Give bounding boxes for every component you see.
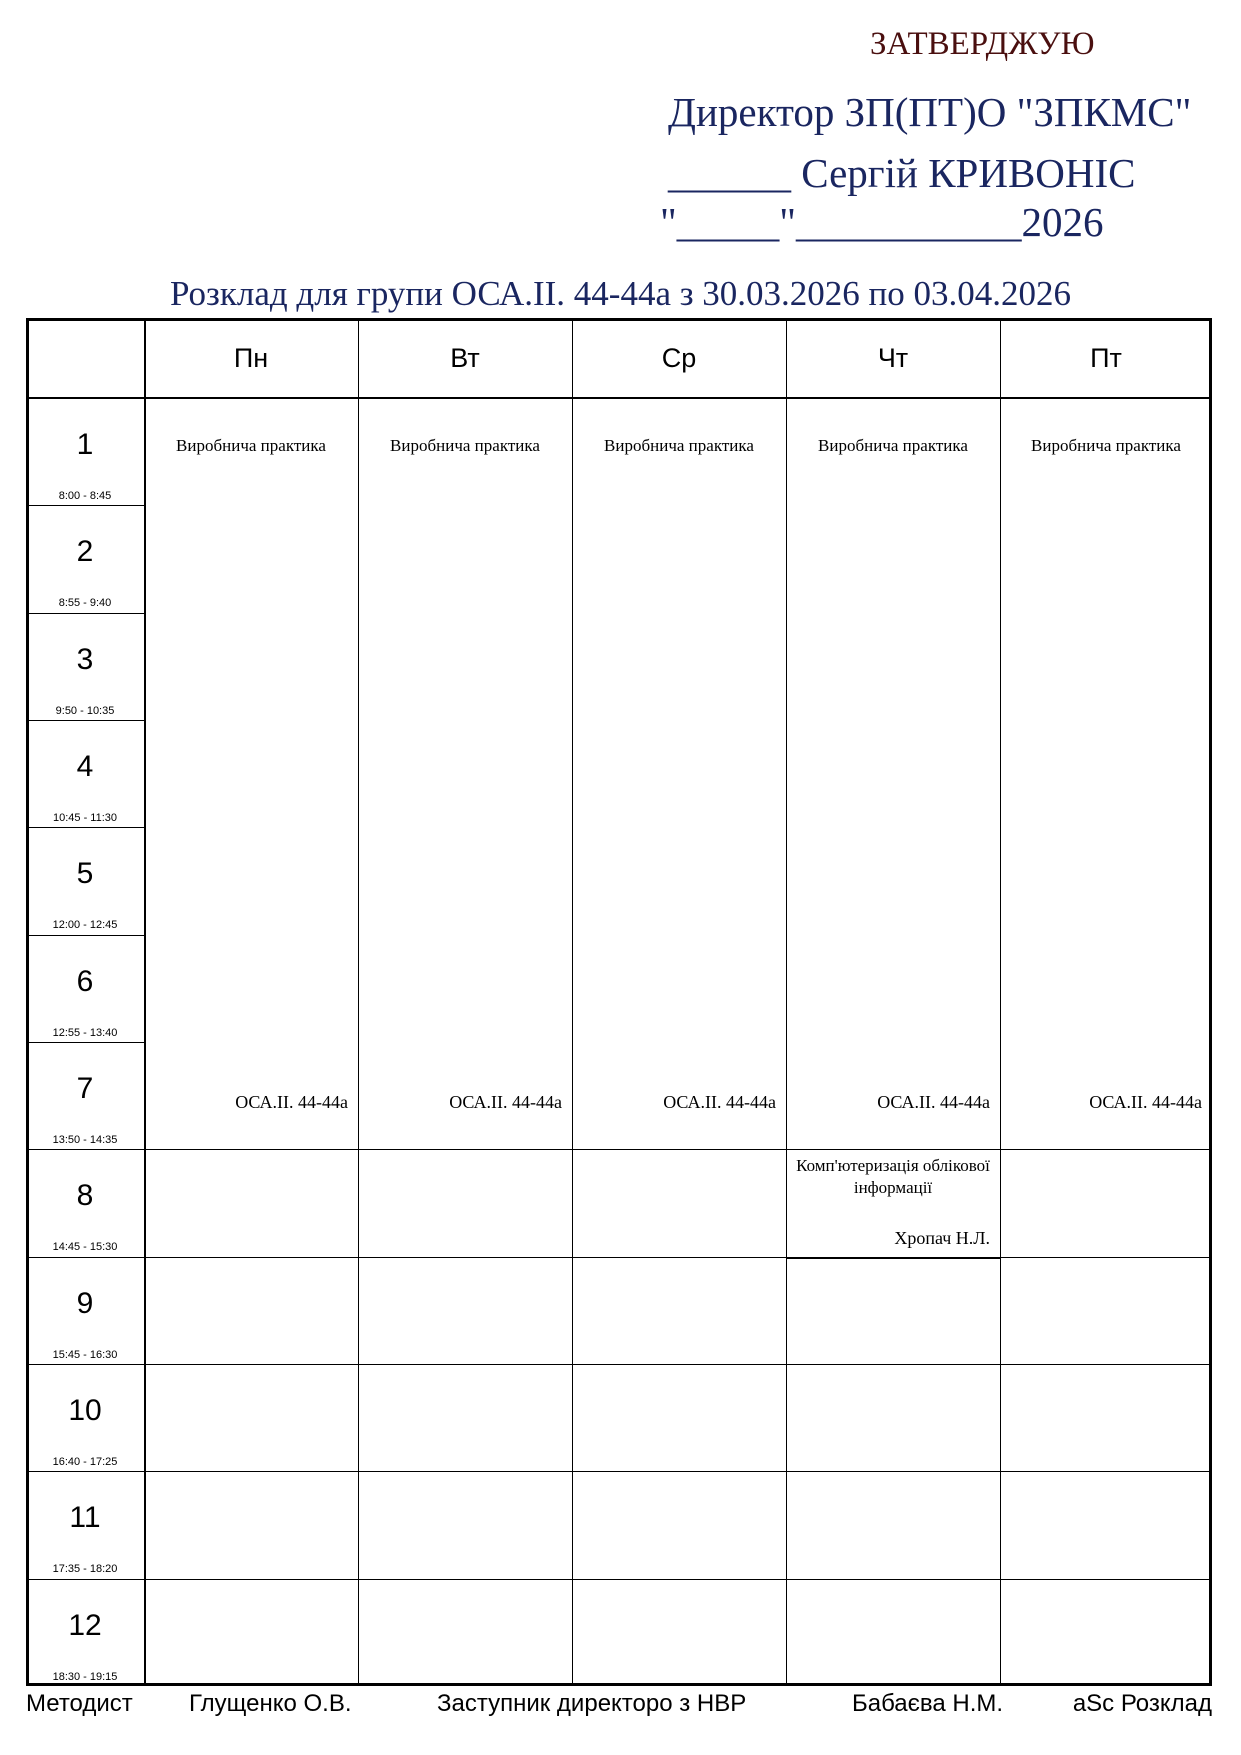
lesson-group: ОСА.II. 44-44а [235,1092,348,1113]
period-time: 17:35 - 18:20 [52,1563,118,1576]
lesson-teacher: Хропач Н.Л. [894,1227,990,1248]
lesson-group: ОСА.II. 44-44а [877,1092,990,1113]
lesson-practice-tue [358,398,572,1149]
lesson-subject: Виробнича практика [1031,436,1181,455]
director-title: Директор ЗП(ПТ)О "ЗПКМС" [668,89,1192,135]
lesson-subject: Виробнича практика [604,436,754,455]
footer-software-name: aSc Розклад [1072,1690,1212,1717]
lesson-group: ОСА.II. 44-44а [1089,1092,1202,1113]
footer-methodist-name: Глущенко О.В. [189,1690,352,1717]
period-time: 18:30 - 19:15 [52,1670,118,1683]
lesson-practice-wed [572,398,786,1149]
director-signature-line: ______ Сергій КРИВОНІС [668,150,1136,196]
day-header-tue: Вт [450,342,480,373]
period-number: 5 [76,857,94,891]
approval-date-line: "_____"___________2026 [660,199,1104,245]
period-cell [26,1364,144,1471]
period-time: 9:50 - 10:35 [55,704,115,717]
lesson-practice-fri [1000,398,1212,1149]
period-cell [26,720,144,827]
day-header-fri: Пт [1090,342,1122,373]
period-cell [26,505,144,612]
period-number: 11 [69,1501,101,1535]
period-cell [26,1579,144,1686]
period-number: 10 [68,1394,102,1427]
lesson-group: ОСА.II. 44-44а [449,1092,562,1113]
period-number: 12 [68,1608,102,1642]
lesson-practice-mon [144,398,358,1149]
period-cell [26,1471,144,1578]
lesson-group: ОСА.II. 44-44а [663,1092,776,1113]
day-header-thu: Чт [877,342,909,373]
lesson-practice-thu [786,398,1000,1149]
period-time: 16:40 - 17:25 [52,1456,118,1468]
period-cell [26,935,144,1042]
lesson-frame-line [786,1257,1000,1259]
period-cell [26,1042,144,1149]
footer-deputy-label: Заступник директоро з НВР [437,1690,747,1717]
lesson-subject: Виробнича практика [818,436,968,455]
period-cell [26,613,144,720]
period-number: 4 [76,750,94,783]
period-number: 8 [76,1179,94,1213]
schedule-grid [26,318,1212,1686]
grid-row-line [26,1579,1212,1580]
footer-methodist-label: Методист [26,1690,133,1717]
footer-deputy-name: Бабаєва Н.М. [852,1690,1004,1717]
lesson-subject: Виробнича практика [176,436,326,455]
period-time: 8:00 - 8:45 [58,490,112,502]
period-number: 6 [76,964,94,998]
lesson-subject: Комп'ютеризація облікової інформації [796,1156,990,1198]
period-number: 2 [76,535,94,569]
day-header-mon: Пн [233,342,269,373]
period-number: 7 [76,1072,94,1105]
period-cell [26,1149,144,1256]
schedule-title: Розклад для групи ОСА.II. 44-44а з 30.03.2026 по 03.04.2026 [169,274,1072,313]
period-number: 1 [76,428,94,461]
period-time: 15:45 - 16:30 [52,1348,118,1361]
approval-heading: ЗАТВЕРДЖУЮ [870,26,1095,62]
period-time: 13:50 - 14:35 [52,1134,118,1146]
period-time: 10:45 - 11:30 [52,812,117,824]
day-header-wed: Ср [661,342,697,373]
period-time: 12:00 - 12:45 [52,919,118,932]
grid-row-line [26,1364,1212,1365]
period-number: 9 [76,1286,94,1320]
lesson-subject: Виробнича практика [390,436,540,455]
period-cell [26,827,144,934]
period-time: 12:55 - 13:40 [52,1026,118,1039]
grid-row-line [26,1471,1212,1472]
period-cell [26,398,144,505]
grid-row-line [26,1257,1212,1258]
period-number: 3 [76,642,94,676]
period-time: 14:45 - 15:30 [52,1241,118,1254]
lesson-thu-period-8 [786,1149,1000,1256]
period-cell [26,1257,144,1364]
period-time: 8:55 - 9:40 [58,597,112,610]
